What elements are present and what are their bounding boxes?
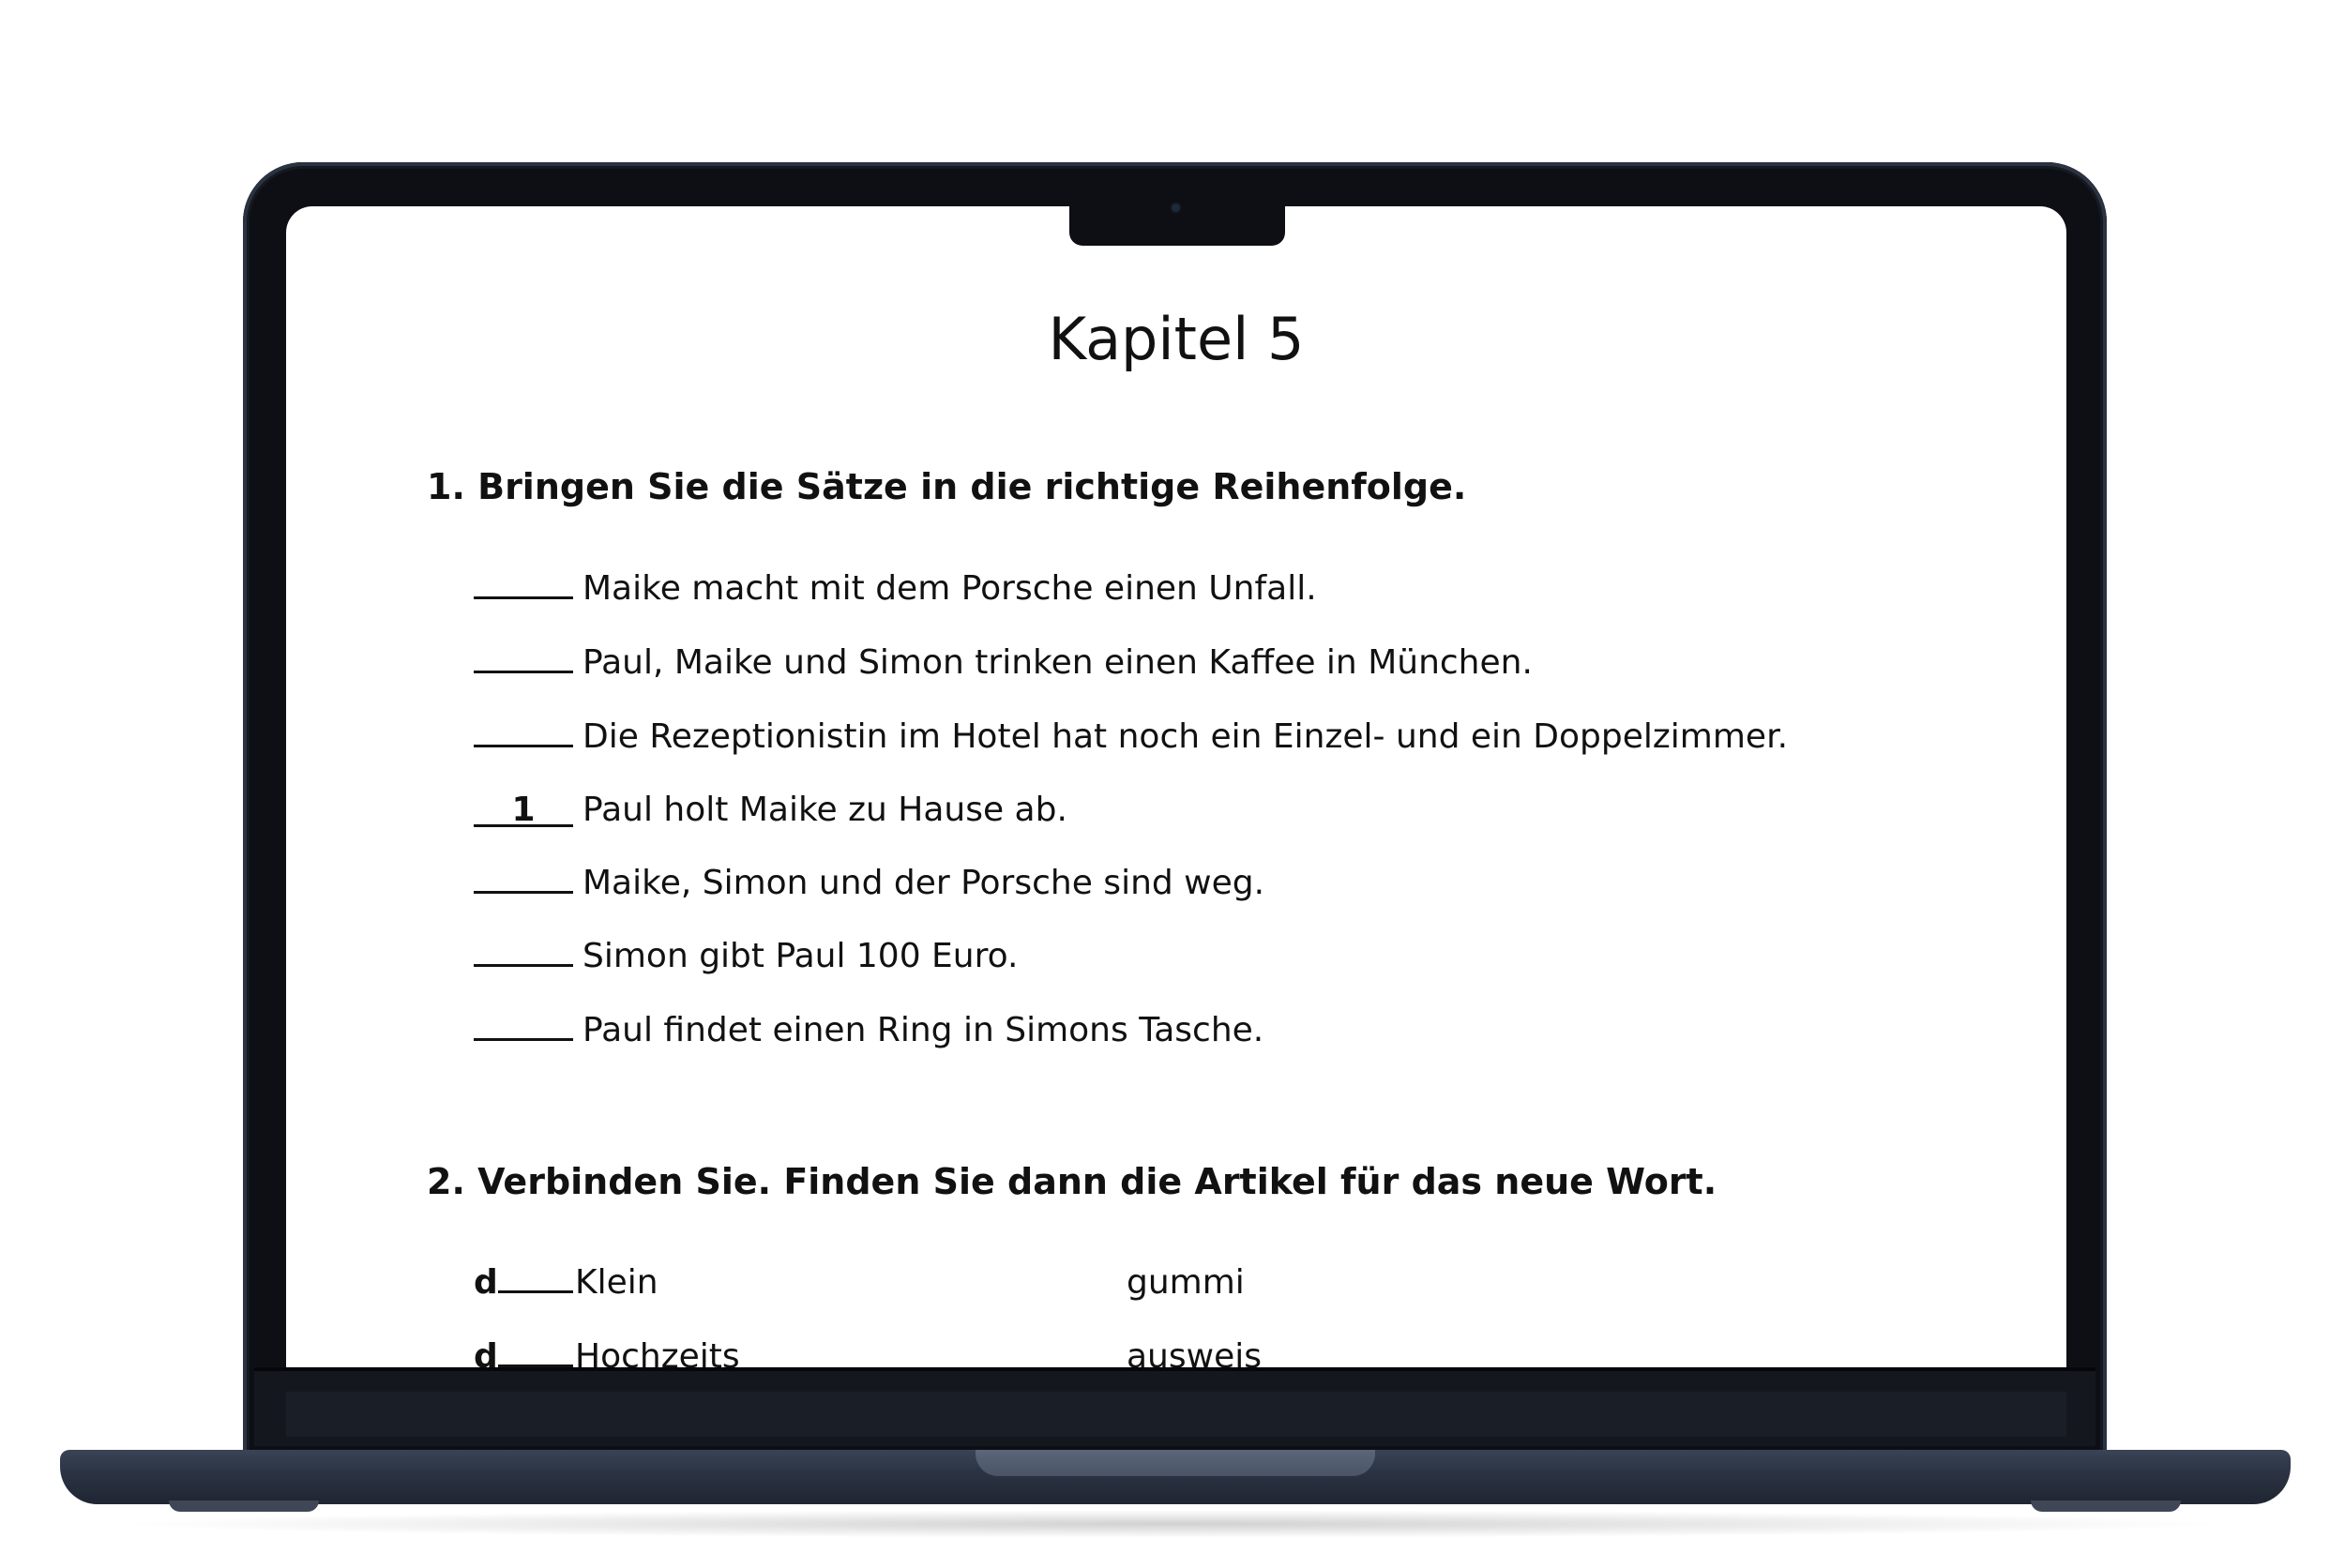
laptop-foot-right [2031, 1500, 2181, 1512]
laptop-screen [286, 206, 2066, 1367]
sentence-text: Maike, Simon und der Porsche sind weg. [582, 864, 1265, 902]
laptop-hinge [286, 1392, 2066, 1437]
camera-icon [1172, 204, 1180, 212]
sentence-text: Paul findet einen Ring in Simons Tasche. [582, 1011, 1264, 1049]
sentence-text: Maike macht mit dem Porsche einen Unfall. [582, 569, 1317, 608]
list-item [474, 716, 1788, 758]
match-left-word: Klein [575, 1263, 658, 1302]
match-row [474, 1336, 1262, 1367]
answer-blank[interactable] [474, 716, 573, 747]
match-row [474, 1262, 1245, 1304]
answer-blank[interactable] [474, 863, 573, 894]
sentence-text: Paul, Maike und Simon trinken einen Kaffee in München. [582, 643, 1533, 682]
match-left-word: Hochzeits [575, 1337, 740, 1367]
match-right-word: gummi [1127, 1263, 1245, 1302]
article-blank[interactable] [498, 1264, 573, 1293]
document-page [286, 206, 2066, 1367]
article-blank[interactable] [498, 1338, 573, 1367]
section-2-heading: 2. Verbinden Sie. Finden Sie dann die Artikel für das neue Wort. [427, 1161, 1717, 1202]
sentence-text: Paul holt Maike zu Hause ab. [582, 791, 1067, 829]
page-title: Kapitel 5 [1048, 305, 1305, 373]
list-item [474, 936, 1018, 977]
answer-blank[interactable]: 1 [474, 796, 573, 827]
list-item [474, 642, 1533, 684]
laptop-foot-left [169, 1500, 319, 1512]
list-item [474, 790, 1067, 831]
sentence-text: Die Rezeptionistin im Hotel hat noch ein Einzel- und ein Doppelzimmer. [582, 717, 1789, 756]
match-right-word: ausweis [1127, 1337, 1262, 1367]
list-item [474, 568, 1317, 610]
list-item [474, 1010, 1263, 1051]
sentence-text: Simon gibt Paul 100 Euro. [582, 937, 1019, 975]
answer-blank[interactable] [474, 1010, 573, 1041]
article-prefix: d [474, 1262, 575, 1304]
laptop-shadow [113, 1510, 2232, 1538]
section-1-heading: 1. Bringen Sie die Sätze in die richtige Reihenfolge. [427, 466, 1467, 507]
answer-blank[interactable] [474, 936, 573, 967]
laptop-opening-lip [976, 1450, 1375, 1476]
answer-blank[interactable] [474, 568, 573, 599]
list-item [474, 863, 1264, 904]
article-prefix: d [474, 1336, 575, 1367]
answer-blank[interactable] [474, 642, 573, 673]
